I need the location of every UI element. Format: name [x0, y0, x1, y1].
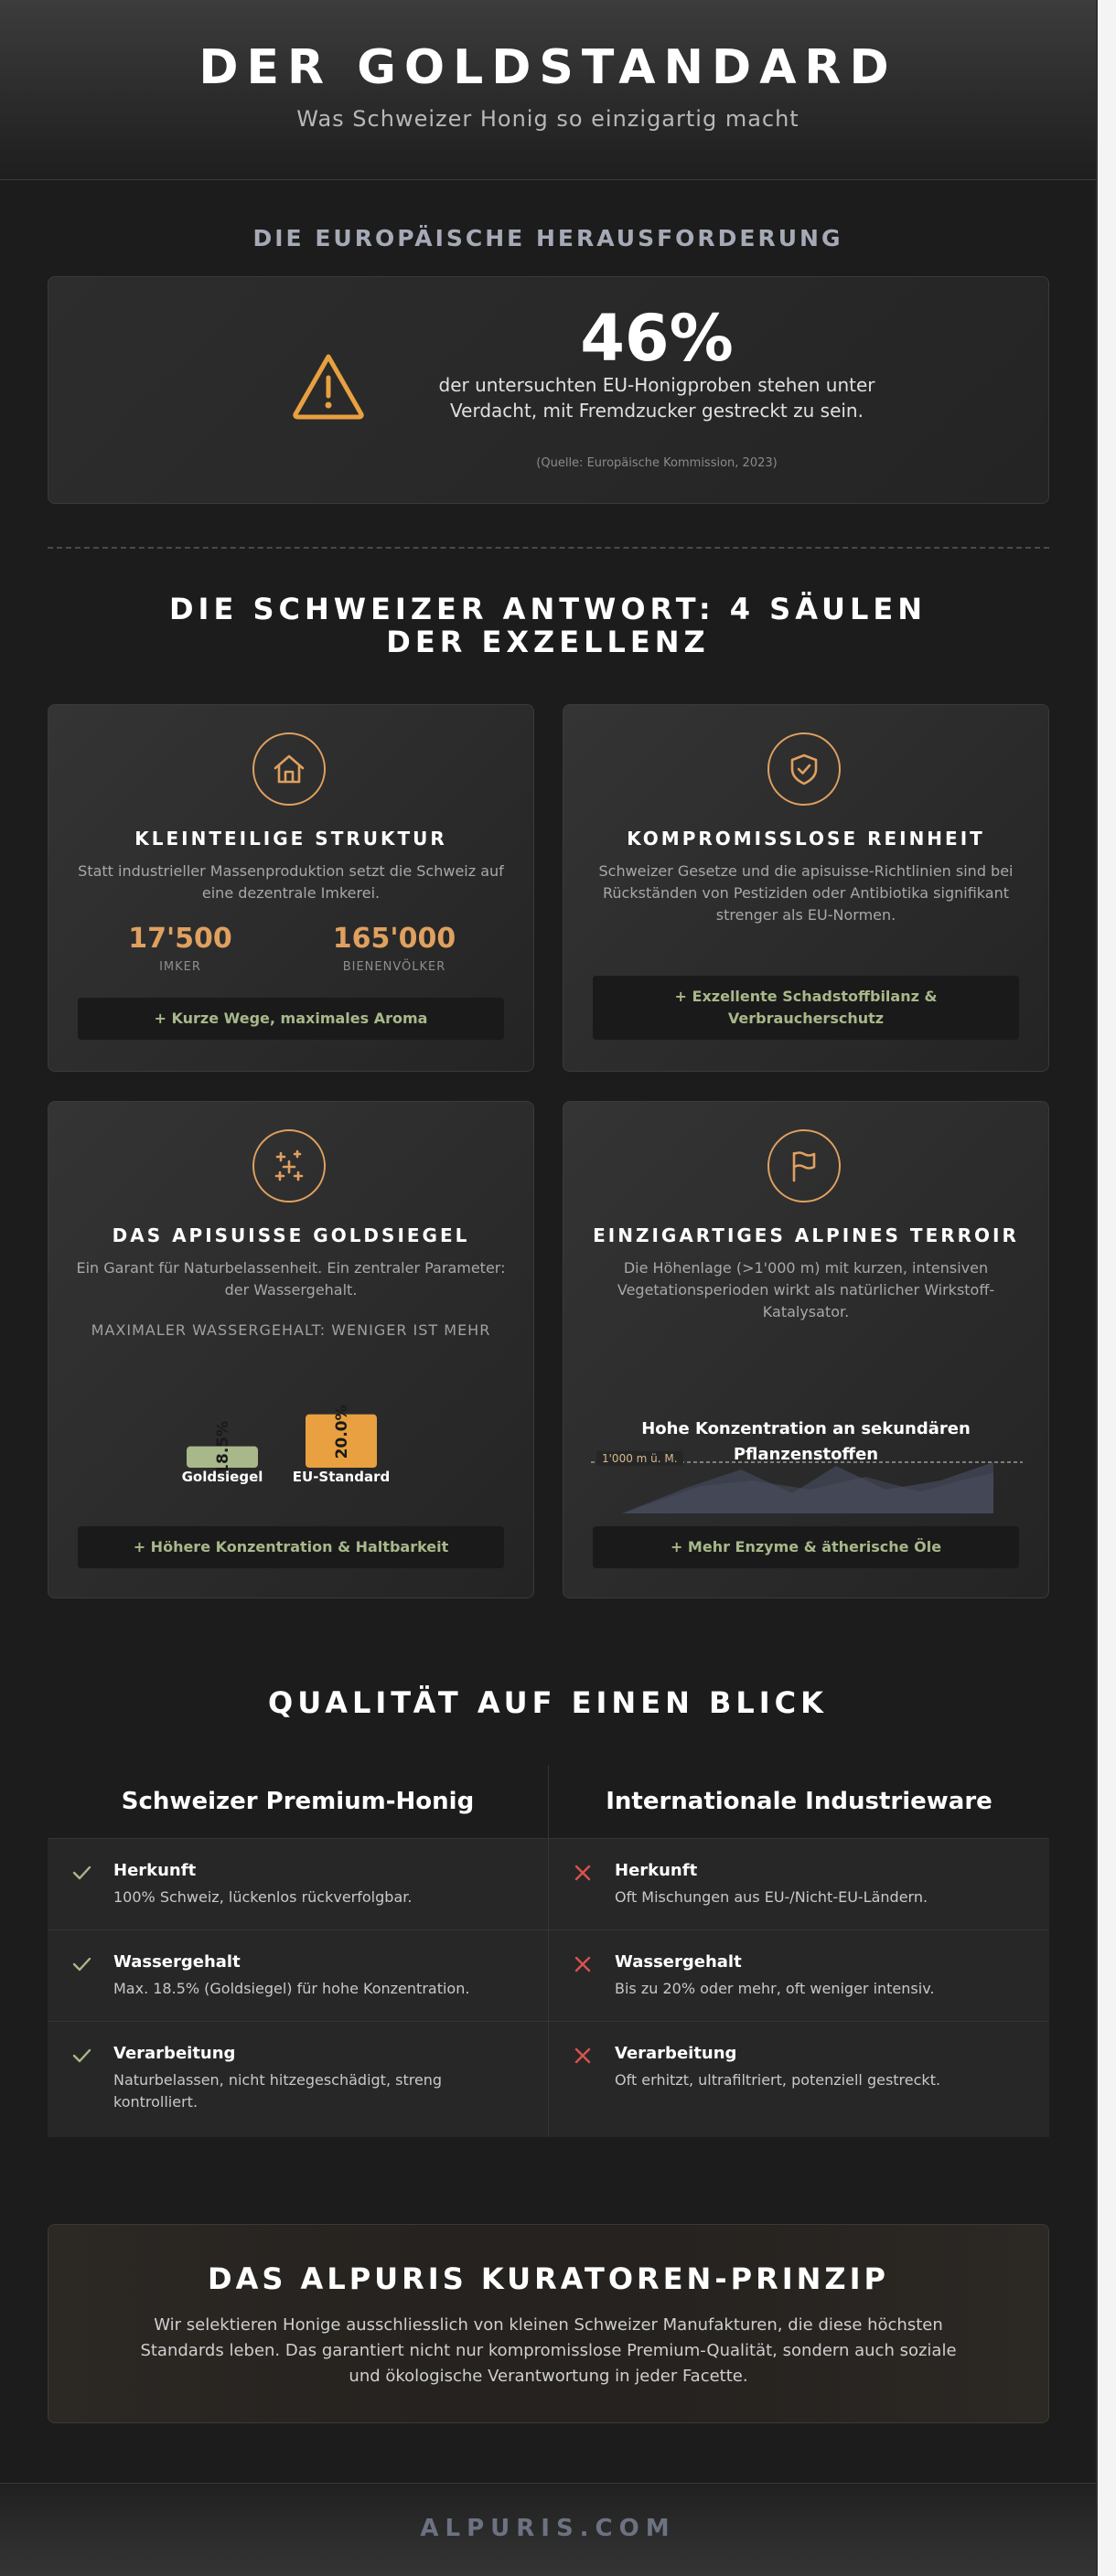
pillar-icon-circle: [252, 732, 326, 806]
column-header-swiss: Schweizer Premium-Honig: [121, 1788, 475, 1815]
pillar-title: KOMPROMISSLOSE REINHEIT: [627, 828, 985, 850]
cell-title: Wassergehalt: [615, 1952, 742, 1972]
chart-value-label: 20.0%: [333, 1405, 351, 1459]
pillar-description: Schweizer Gesetze und die apisuisse-Richtlinien sind bei Rückständen von Pestiziden oder Antibiotika signifikant strenger als EU-Normen.: [598, 862, 1014, 924]
check-icon: [71, 1954, 91, 1974]
challenge-card: [48, 276, 1049, 504]
cross-icon: [573, 2046, 593, 2066]
cell-title: Verarbeitung: [615, 2044, 737, 2063]
challenge-text: der untersuchten EU-Honigproben stehen unter Verdacht, mit Fremdzucker gestreckt zu sein.: [438, 374, 875, 422]
cell-text: Max. 18.5% (Goldsiegel) für hohe Konzentration.: [113, 1980, 470, 1997]
pillar-card-structure: [48, 704, 534, 1072]
check-icon: [71, 1863, 91, 1883]
page-subtitle: Was Schweizer Honig so einzigartig macht: [296, 106, 799, 132]
challenge-stat: 46%: [580, 301, 734, 376]
pillar-description: Statt industrieller Massenproduktion setzt die Schweiz auf eine dezentrale Imkerei.: [78, 862, 504, 902]
pillar-icon-circle: [767, 732, 841, 806]
house-icon: [272, 752, 306, 786]
table-divider: [548, 1765, 549, 2136]
terroir-chart-title: Hohe Konzentration an sekundären Pflanzenstoffen: [641, 1419, 971, 1464]
check-icon: [71, 2046, 91, 2066]
cell-text: 100% Schweiz, lückenlos rückverfolgbar.: [113, 1888, 413, 1906]
water-content-chart: [48, 1376, 535, 1495]
cross-icon: [573, 1863, 593, 1883]
cell-title: Herkunft: [615, 1861, 698, 1880]
page-footer: [0, 2483, 1096, 2576]
pillar-title: KLEINTEILIGE STRUKTUR: [134, 828, 447, 850]
challenge-heading: DIE EUROPÄISCHE HERAUSFORDERUNG: [252, 225, 843, 251]
cell-title: Verarbeitung: [113, 2044, 236, 2063]
column-header-international: Internationale Industrieware: [606, 1788, 993, 1815]
stat-value: 165'000: [332, 923, 456, 955]
pillar-tag: + Kurze Wege, maximales Aroma: [78, 998, 504, 1040]
stat-value: 17'500: [128, 923, 232, 955]
page-header: [0, 0, 1096, 180]
comparison-heading: QUALITÄT AUF EINEN BLICK: [268, 1685, 828, 1720]
pillar-card-goldsiegel: [48, 1101, 534, 1598]
stat-colonies: [303, 923, 486, 974]
altitude-label: 1'000 m ü. M.: [596, 1451, 683, 1466]
pillar-tag: + Mehr Enzyme & ätherische Öle: [593, 1526, 1019, 1568]
pillar-card-terroir: [563, 1101, 1049, 1598]
cell-text: Naturbelassen, nicht hitzegeschädigt, streng kontrolliert.: [113, 2071, 443, 2111]
kurator-title: DAS ALPURIS KURATOREN-PRINZIP: [208, 2261, 889, 2296]
shield-check-icon: [787, 752, 821, 786]
cross-icon: [573, 1954, 593, 1974]
pillar-tag: + Exzellente Schadstoffbilanz & Verbraucherschutz: [593, 976, 1019, 1040]
challenge-source: (Quelle: Europäische Kommission, 2023): [536, 456, 778, 470]
chart-title: MAXIMALER WASSERGEHALT: WENIGER IST MEHR: [91, 1321, 491, 1339]
pillar-description: Die Höhenlage (>1'000 m) mit kurzen, intensiven Vegetationsperioden wirkt als natürlicher Wirkstoff-Katalysator.: [617, 1259, 995, 1320]
page-title: DER GOLDSTANDARD: [199, 40, 897, 95]
pillar-card-purity: [563, 704, 1049, 1072]
pillar-title: EINZIGARTIGES ALPINES TERROIR: [593, 1224, 1019, 1246]
cell-text: Oft erhitzt, ultrafiltriert, potenziell gestreckt.: [615, 2071, 941, 2089]
chart-category-label: Goldsiegel: [181, 1469, 263, 1485]
kurator-text: Wir selektieren Honige ausschliesslich von kleinen Schweizer Manufakturen, die diese höchsten Standards leben. Das garantiert nicht nur kompromisslose Premium-Qualität, sondern auch soziale und ökologische Verantwortung in jeder Facette.: [140, 2315, 957, 2386]
pillar-tag: + Höhere Konzentration & Haltbarkeit: [78, 1526, 504, 1568]
warning-icon: [291, 352, 366, 421]
stat-label: IMKER: [159, 960, 201, 974]
stat-label: BIENENVÖLKER: [342, 960, 446, 974]
comparison-table: [48, 1765, 1049, 2136]
stat-beekeepers: [89, 923, 272, 974]
cell-title: Herkunft: [113, 1861, 197, 1880]
flag-icon: [787, 1149, 821, 1183]
chart-category-label: EU-Standard: [292, 1469, 391, 1485]
cell-text: Oft Mischungen aus EU-/Nicht-EU-Ländern.: [615, 1888, 928, 1906]
pillar-icon-circle: [252, 1129, 326, 1202]
sparkles-icon: [272, 1149, 306, 1183]
pillars-heading: DIE SCHWEIZER ANTWORT: 4 SÄULEN DER EXZELLENZ: [168, 592, 928, 659]
pillar-description: Ein Garant für Naturbelassenheit. Ein zentraler Parameter: der Wassergehalt.: [76, 1259, 506, 1299]
section-divider: [48, 547, 1049, 549]
cell-text: Bis zu 20% oder mehr, oft weniger intensiv.: [615, 1980, 935, 1997]
pillar-title: DAS APISUISSE GOLDSIEGEL: [112, 1224, 470, 1246]
footer-link[interactable]: ALPURIS.COM: [420, 2515, 676, 2542]
pillar-icon-circle: [767, 1129, 841, 1202]
cell-title: Wassergehalt: [113, 1952, 241, 1972]
chart-value-label: 18.5%: [214, 1420, 232, 1475]
kurator-card: [48, 2224, 1049, 2423]
